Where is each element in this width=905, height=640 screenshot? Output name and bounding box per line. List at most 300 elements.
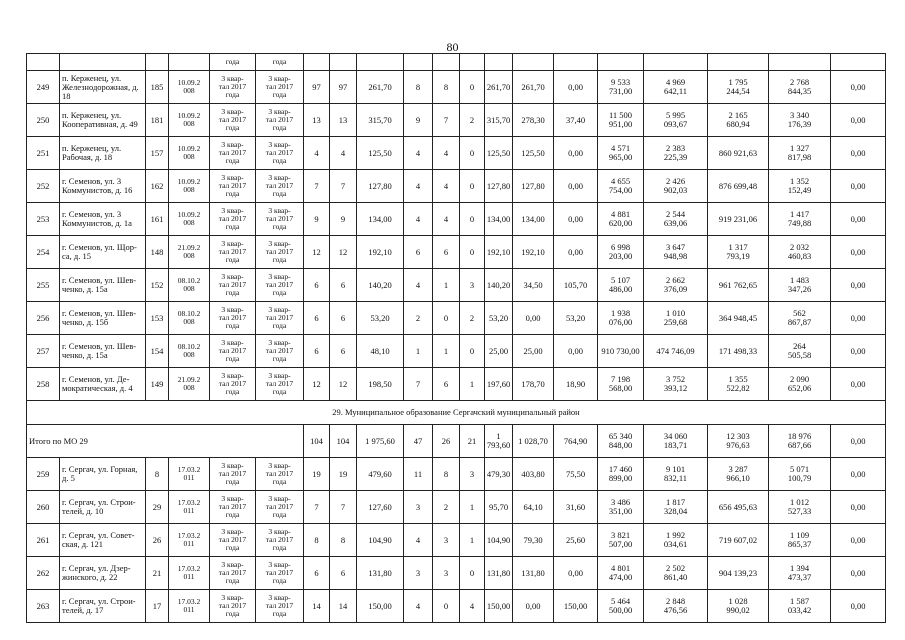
table-cell-plan_end: 3 квар- тал 2017 года	[255, 334, 304, 368]
table-cell-no: 252	[26, 169, 60, 203]
table-cell-no: 263	[26, 589, 60, 623]
table-cell-address: п. Керженец, ул. Кооперативная, д. 49	[59, 103, 146, 137]
table-cell-c9: 53,20	[356, 301, 404, 335]
table-cell-year: 149	[145, 367, 169, 401]
table-cell-c9: 198,50	[356, 367, 404, 401]
table-cell-c10: 3	[403, 490, 433, 524]
table-cell-address: п. Керженец, ул. Железнодорожная, д. 18	[59, 70, 146, 104]
table-cell-c15: 0,00	[553, 202, 598, 236]
table-cell-c12: 1	[459, 523, 485, 557]
table-cell-c8: 12	[329, 235, 357, 269]
table-cell-c18: 171 498,33	[707, 334, 769, 368]
table-cell-c16: 4 801 474,00	[597, 556, 644, 590]
table-cell-c8: 9	[329, 202, 357, 236]
section-title: 29. Муниципальное образование Сергачский муниципальный район	[26, 400, 886, 425]
table-cell-c17: 1 992 034,61	[643, 523, 708, 557]
table-cell-c20: 0,00	[830, 169, 886, 203]
table-cell-c15: 31,60	[553, 490, 598, 524]
table-cell-plan_end: 3 квар- тал 2017 года	[255, 235, 304, 269]
table-cell-plan_end: 3 квар- тал 2017 года	[255, 301, 304, 335]
table-cell-c9: 125,50	[356, 136, 404, 170]
table-cell-c7: 4	[303, 136, 330, 170]
table-cell-c9: 261,70	[356, 70, 404, 104]
table-cell-c7: 14	[303, 589, 330, 623]
total-cell-c14: 1 028,70	[512, 424, 554, 458]
table-cell-year: 29	[145, 490, 169, 524]
header-cell	[643, 53, 708, 71]
table-cell-c8: 12	[329, 367, 357, 401]
table-cell-c11: 0	[432, 589, 460, 623]
table-cell-no: 259	[26, 457, 60, 491]
table-cell-c15: 37,40	[553, 103, 598, 137]
table-cell-c11: 1	[432, 334, 460, 368]
table-cell-c12: 0	[459, 70, 485, 104]
table-cell-c19: 1 483 347,26	[768, 268, 831, 302]
table-cell-no: 258	[26, 367, 60, 401]
table-cell-year: 152	[145, 268, 169, 302]
table-cell-c16: 17 460 899,00	[597, 457, 644, 491]
total-cell-c16: 65 340 848,00	[597, 424, 644, 458]
table-cell-plan_start: 3 квар- тал 2017 года	[209, 367, 256, 401]
header-cell	[356, 53, 404, 71]
table-cell-c10: 4	[403, 136, 433, 170]
table-cell-date: 10.09.2 008	[168, 103, 210, 137]
table-cell-c13: 315,70	[484, 103, 513, 137]
table-cell-c12: 3	[459, 268, 485, 302]
header-cell	[329, 53, 357, 71]
table-cell-plan_start: 3 квар- тал 2017 года	[209, 103, 256, 137]
table-cell-c17: 2 383 225,39	[643, 136, 708, 170]
table-cell-c15: 18,90	[553, 367, 598, 401]
table-cell-c11: 1	[432, 268, 460, 302]
table-cell-address: г. Семенов, ул. 3 Коммунистов, д. 16	[59, 169, 146, 203]
table-cell-c13: 104,90	[484, 523, 513, 557]
table-cell-c15: 0,00	[553, 235, 598, 269]
table-cell-year: 26	[145, 523, 169, 557]
table-cell-c17: 1 817 328,04	[643, 490, 708, 524]
table-cell-c20: 0,00	[830, 490, 886, 524]
table-cell-c8: 13	[329, 103, 357, 137]
table-cell-c7: 12	[303, 235, 330, 269]
table-cell-c13: 127,80	[484, 169, 513, 203]
table-cell-year: 157	[145, 136, 169, 170]
total-cell-c17: 34 060 183,71	[643, 424, 708, 458]
table-cell-c17: 4 969 642,11	[643, 70, 708, 104]
table-cell-c9: 315,70	[356, 103, 404, 137]
table-cell-c15: 25,60	[553, 523, 598, 557]
table-cell-c9: 140,20	[356, 268, 404, 302]
table-cell-address: г. Семенов, ул. Де- мократическая, д. 4	[59, 367, 146, 401]
table-cell-c20: 0,00	[830, 367, 886, 401]
table-cell-c19: 2 032 460,83	[768, 235, 831, 269]
table-cell-c13: 131,80	[484, 556, 513, 590]
table-cell-c9: 134,00	[356, 202, 404, 236]
header-cell	[303, 53, 330, 71]
table-cell-c14: 34,50	[512, 268, 554, 302]
header-cell	[768, 53, 831, 71]
table-cell-c10: 11	[403, 457, 433, 491]
header-cell	[459, 53, 485, 71]
header-cell	[512, 53, 554, 71]
table-cell-plan_end: 3 квар- тал 2017 года	[255, 589, 304, 623]
table-cell-c10: 7	[403, 367, 433, 401]
table-cell-c12: 0	[459, 556, 485, 590]
table-cell-c16: 11 500 951,00	[597, 103, 644, 137]
table-cell-c19: 1 109 865,37	[768, 523, 831, 557]
table-cell-c14: 25,00	[512, 334, 554, 368]
header-cell	[145, 53, 169, 71]
table-cell-c7: 7	[303, 490, 330, 524]
table-cell-plan_start: 3 квар- тал 2017 года	[209, 235, 256, 269]
table-cell-no: 261	[26, 523, 60, 557]
table-cell-plan_end: 3 квар- тал 2017 года	[255, 169, 304, 203]
table-cell-c11: 4	[432, 202, 460, 236]
table-cell-no: 250	[26, 103, 60, 137]
table-cell-c16: 3 821 507,00	[597, 523, 644, 557]
table-cell-plan_start: 3 квар- тал 2017 года	[209, 202, 256, 236]
table-cell-c9: 479,60	[356, 457, 404, 491]
table-cell-c7: 8	[303, 523, 330, 557]
total-cell-c19: 18 976 687,66	[768, 424, 831, 458]
table-cell-date: 17.03.2 011	[168, 556, 210, 590]
table-cell-plan_start: 3 квар- тал 2017 года	[209, 136, 256, 170]
table-cell-c19: 1 012 527,33	[768, 490, 831, 524]
table-cell-c19: 5 071 100,79	[768, 457, 831, 491]
header-cell: года	[255, 53, 304, 71]
table-cell-address: г. Сергач, ул. Строи- телей, д. 17	[59, 589, 146, 623]
table-cell-c15: 150,00	[553, 589, 598, 623]
table-cell-c20: 0,00	[830, 556, 886, 590]
table-cell-plan_end: 3 квар- тал 2017 года	[255, 70, 304, 104]
table-cell-c18: 719 607,02	[707, 523, 769, 557]
table-cell-c16: 4 881 620,00	[597, 202, 644, 236]
table-cell-date: 10.09.2 008	[168, 169, 210, 203]
table-cell-c10: 3	[403, 556, 433, 590]
table-cell-c7: 7	[303, 169, 330, 203]
table-cell-c18: 1 355 522,82	[707, 367, 769, 401]
table-cell-c7: 6	[303, 301, 330, 335]
table-cell-c19: 1 352 152,49	[768, 169, 831, 203]
table-cell-c8: 97	[329, 70, 357, 104]
table-cell-plan_end: 3 квар- тал 2017 года	[255, 103, 304, 137]
table-cell-c9: 104,90	[356, 523, 404, 557]
table-cell-c11: 4	[432, 136, 460, 170]
table-cell-no: 253	[26, 202, 60, 236]
table-cell-c14: 125,50	[512, 136, 554, 170]
table-cell-c15: 75,50	[553, 457, 598, 491]
table-cell-c19: 1 394 473,37	[768, 556, 831, 590]
total-cell-c18: 12 303 976,63	[707, 424, 769, 458]
table-cell-c14: 134,00	[512, 202, 554, 236]
table-cell-c20: 0,00	[830, 457, 886, 491]
table-cell-c20: 0,00	[830, 70, 886, 104]
table-cell-c14: 403,80	[512, 457, 554, 491]
total-label: Итого по МО 29	[26, 424, 304, 458]
table-cell-c12: 0	[459, 235, 485, 269]
table-cell-plan_start: 3 квар- тал 2017 года	[209, 301, 256, 335]
table-cell-c10: 4	[403, 523, 433, 557]
header-cell	[59, 53, 146, 71]
header-cell	[830, 53, 886, 71]
table-cell-plan_start: 3 квар- тал 2017 года	[209, 268, 256, 302]
table-cell-c8: 7	[329, 169, 357, 203]
table-cell-c9: 127,60	[356, 490, 404, 524]
table-cell-c17: 2 662 376,09	[643, 268, 708, 302]
table-cell-c7: 6	[303, 268, 330, 302]
table-cell-c19: 264 505,58	[768, 334, 831, 368]
table-cell-plan_start: 3 квар- тал 2017 года	[209, 70, 256, 104]
table-cell-c15: 105,70	[553, 268, 598, 302]
table-cell-c12: 1	[459, 490, 485, 524]
table-cell-c20: 0,00	[830, 235, 886, 269]
table-cell-c11: 4	[432, 169, 460, 203]
table-cell-c7: 97	[303, 70, 330, 104]
table-cell-c18: 1 795 244,54	[707, 70, 769, 104]
table-cell-plan_start: 3 квар- тал 2017 года	[209, 523, 256, 557]
table-cell-c11: 7	[432, 103, 460, 137]
table-cell-c19: 562 867,87	[768, 301, 831, 335]
table-cell-c18: 876 699,48	[707, 169, 769, 203]
table-cell-c11: 6	[432, 235, 460, 269]
table-cell-c14: 192,10	[512, 235, 554, 269]
table-cell-address: г. Сергач, ул. Горная, д. 5	[59, 457, 146, 491]
table-cell-c7: 9	[303, 202, 330, 236]
table-cell-c18: 904 139,23	[707, 556, 769, 590]
table-cell-c17: 5 995 093,67	[643, 103, 708, 137]
table-cell-c13: 197,60	[484, 367, 513, 401]
table-cell-address: г. Семенов, ул. Шев- ченко, д. 15а	[59, 268, 146, 302]
table-cell-c7: 6	[303, 334, 330, 368]
table-cell-c8: 7	[329, 490, 357, 524]
table-cell-c8: 6	[329, 334, 357, 368]
table-cell-c13: 192,10	[484, 235, 513, 269]
table-cell-date: 10.09.2 008	[168, 136, 210, 170]
table-cell-c10: 4	[403, 268, 433, 302]
table-cell-c12: 2	[459, 103, 485, 137]
table-cell-c15: 0,00	[553, 169, 598, 203]
table-cell-c19: 2 090 652,06	[768, 367, 831, 401]
table-cell-c19: 1 587 033,42	[768, 589, 831, 623]
table-cell-date: 10.09.2 008	[168, 70, 210, 104]
table-cell-plan_start: 3 квар- тал 2017 года	[209, 457, 256, 491]
table-cell-year: 21	[145, 556, 169, 590]
table-cell-c17: 1 010 259,68	[643, 301, 708, 335]
table-cell-c15: 0,00	[553, 556, 598, 590]
header-cell	[484, 53, 513, 71]
table-cell-no: 251	[26, 136, 60, 170]
table-cell-c12: 2	[459, 301, 485, 335]
table-cell-c10: 9	[403, 103, 433, 137]
table-cell-c7: 13	[303, 103, 330, 137]
total-cell-c15: 764,90	[553, 424, 598, 458]
table-cell-date: 17.03.2 011	[168, 457, 210, 491]
table-cell-year: 17	[145, 589, 169, 623]
table-cell-c19: 3 340 176,39	[768, 103, 831, 137]
table-cell-c19: 1 417 749,88	[768, 202, 831, 236]
table-cell-c16: 4 571 965,00	[597, 136, 644, 170]
total-cell-c8: 104	[329, 424, 357, 458]
table-cell-c17: 3 752 393,12	[643, 367, 708, 401]
table-cell-date: 08.10.2 008	[168, 301, 210, 335]
table-cell-c8: 4	[329, 136, 357, 170]
table-cell-c20: 0,00	[830, 334, 886, 368]
table-cell-no: 256	[26, 301, 60, 335]
table-cell-c13: 25,00	[484, 334, 513, 368]
table-cell-c18: 656 495,63	[707, 490, 769, 524]
table-cell-no: 254	[26, 235, 60, 269]
table-cell-date: 17.03.2 011	[168, 589, 210, 623]
table-cell-plan_end: 3 квар- тал 2017 года	[255, 202, 304, 236]
table-cell-address: г. Семенов, ул. 3 Коммунистов, д. 1а	[59, 202, 146, 236]
table-cell-c9: 150,00	[356, 589, 404, 623]
table-cell-plan_start: 3 квар- тал 2017 года	[209, 589, 256, 623]
table-cell-c10: 4	[403, 169, 433, 203]
table-cell-year: 154	[145, 334, 169, 368]
table-cell-c16: 7 198 568,00	[597, 367, 644, 401]
table-cell-c18: 2 165 680,94	[707, 103, 769, 137]
table-cell-c14: 64,10	[512, 490, 554, 524]
table-cell-c13: 479,30	[484, 457, 513, 491]
table-cell-c13: 95,70	[484, 490, 513, 524]
table-cell-address: г. Семенов, ул. Шев- ченко, д. 15б	[59, 301, 146, 335]
table-cell-c12: 0	[459, 136, 485, 170]
table-cell-c10: 4	[403, 589, 433, 623]
header-cell	[597, 53, 644, 71]
table-cell-c7: 19	[303, 457, 330, 491]
table-cell-c15: 0,00	[553, 136, 598, 170]
table-cell-c18: 961 762,65	[707, 268, 769, 302]
table-cell-c18: 860 921,63	[707, 136, 769, 170]
total-cell-c20: 0,00	[830, 424, 886, 458]
table-cell-c9: 131,80	[356, 556, 404, 590]
table-cell-c14: 0,00	[512, 301, 554, 335]
table-cell-c16: 910 730,00	[597, 334, 644, 368]
table-cell-c16: 9 533 731,00	[597, 70, 644, 104]
table-cell-c17: 9 101 832,11	[643, 457, 708, 491]
table-cell-c17: 2 502 861,40	[643, 556, 708, 590]
table-cell-c10: 1	[403, 334, 433, 368]
table-cell-c20: 0,00	[830, 202, 886, 236]
table-cell-address: г. Сергач, ул. Совет- ская, д. 121	[59, 523, 146, 557]
table-cell-c8: 8	[329, 523, 357, 557]
table-cell-c17: 2 426 902,03	[643, 169, 708, 203]
table-cell-date: 21.09.2 008	[168, 235, 210, 269]
table-cell-c15: 0,00	[553, 334, 598, 368]
table-cell-c14: 79,30	[512, 523, 554, 557]
table-cell-address: г. Семенов, ул. Шев- ченко, д. 15а	[59, 334, 146, 368]
table-cell-plan_end: 3 квар- тал 2017 года	[255, 136, 304, 170]
table-cell-c20: 0,00	[830, 136, 886, 170]
table-cell-date: 21.09.2 008	[168, 367, 210, 401]
table-cell-c7: 12	[303, 367, 330, 401]
table-cell-c16: 4 655 754,00	[597, 169, 644, 203]
table-cell-c18: 1 028 990,02	[707, 589, 769, 623]
total-cell-c7: 104	[303, 424, 330, 458]
table-cell-c10: 2	[403, 301, 433, 335]
table-cell-c11: 8	[432, 457, 460, 491]
table-cell-c17: 474 746,09	[643, 334, 708, 368]
table-cell-c20: 0,00	[830, 301, 886, 335]
table-cell-c12: 3	[459, 457, 485, 491]
table-cell-c11: 6	[432, 367, 460, 401]
total-cell-c11: 26	[432, 424, 460, 458]
table-cell-c14: 261,70	[512, 70, 554, 104]
table-cell-plan_start: 3 квар- тал 2017 года	[209, 556, 256, 590]
table-cell-c9: 127,80	[356, 169, 404, 203]
table-cell-no: 260	[26, 490, 60, 524]
table-cell-year: 153	[145, 301, 169, 335]
table-cell-year: 148	[145, 235, 169, 269]
table-cell-plan_end: 3 квар- тал 2017 года	[255, 268, 304, 302]
table-cell-c19: 2 768 844,35	[768, 70, 831, 104]
table-cell-c16: 3 486 351,00	[597, 490, 644, 524]
table-cell-c8: 6	[329, 301, 357, 335]
total-cell-c12: 21	[459, 424, 485, 458]
table-cell-c17: 2 544 639,06	[643, 202, 708, 236]
table-cell-plan_end: 3 квар- тал 2017 года	[255, 457, 304, 491]
page-number: 80	[446, 40, 459, 54]
table-cell-c10: 6	[403, 235, 433, 269]
table-cell-c17: 2 848 476,56	[643, 589, 708, 623]
table-cell-date: 08.10.2 008	[168, 268, 210, 302]
table-cell-c7: 6	[303, 556, 330, 590]
table-cell-no: 262	[26, 556, 60, 590]
table-cell-c13: 134,00	[484, 202, 513, 236]
header-cell: года	[209, 53, 256, 71]
table-cell-c12: 4	[459, 589, 485, 623]
table-cell-date: 10.09.2 008	[168, 202, 210, 236]
table-cell-c10: 4	[403, 202, 433, 236]
total-cell-c10: 47	[403, 424, 433, 458]
table-cell-c15: 0,00	[553, 70, 598, 104]
table-cell-c16: 5 464 500,00	[597, 589, 644, 623]
table-cell-plan_end: 3 квар- тал 2017 года	[255, 367, 304, 401]
total-cell-c13: 1 793,60	[484, 424, 513, 458]
header-cell	[707, 53, 769, 71]
table-cell-c9: 48,10	[356, 334, 404, 368]
table-cell-address: п. Керженец, ул. Рабочая, д. 18	[59, 136, 146, 170]
header-cell	[26, 53, 60, 71]
table-cell-c14: 131,80	[512, 556, 554, 590]
table-cell-c13: 140,20	[484, 268, 513, 302]
table-cell-year: 185	[145, 70, 169, 104]
table-cell-c10: 8	[403, 70, 433, 104]
table-cell-c18: 1 317 793,19	[707, 235, 769, 269]
table-cell-c8: 6	[329, 556, 357, 590]
table-cell-c14: 0,00	[512, 589, 554, 623]
table-cell-date: 17.03.2 011	[168, 490, 210, 524]
table-cell-plan_end: 3 квар- тал 2017 года	[255, 523, 304, 557]
table-cell-c11: 8	[432, 70, 460, 104]
table-cell-c20: 0,00	[830, 103, 886, 137]
table-cell-no: 249	[26, 70, 60, 104]
table-cell-c11: 0	[432, 301, 460, 335]
table-cell-c8: 6	[329, 268, 357, 302]
header-cell	[403, 53, 433, 71]
table-cell-c14: 278,30	[512, 103, 554, 137]
table-cell-c20: 0,00	[830, 523, 886, 557]
table-cell-address: г. Семенов, ул. Щор- са, д. 15	[59, 235, 146, 269]
table-cell-c17: 3 647 948,98	[643, 235, 708, 269]
total-cell-c9: 1 975,60	[356, 424, 404, 458]
table-cell-c18: 919 231,06	[707, 202, 769, 236]
table-cell-date: 17.03.2 011	[168, 523, 210, 557]
table-cell-year: 8	[145, 457, 169, 491]
table-cell-c16: 6 998 203,00	[597, 235, 644, 269]
header-cell	[432, 53, 460, 71]
table-cell-address: г. Сергач, ул. Строи- телей, д. 10	[59, 490, 146, 524]
table-cell-address: г. Сергач, ул. Дзер- жинского, д. 22	[59, 556, 146, 590]
